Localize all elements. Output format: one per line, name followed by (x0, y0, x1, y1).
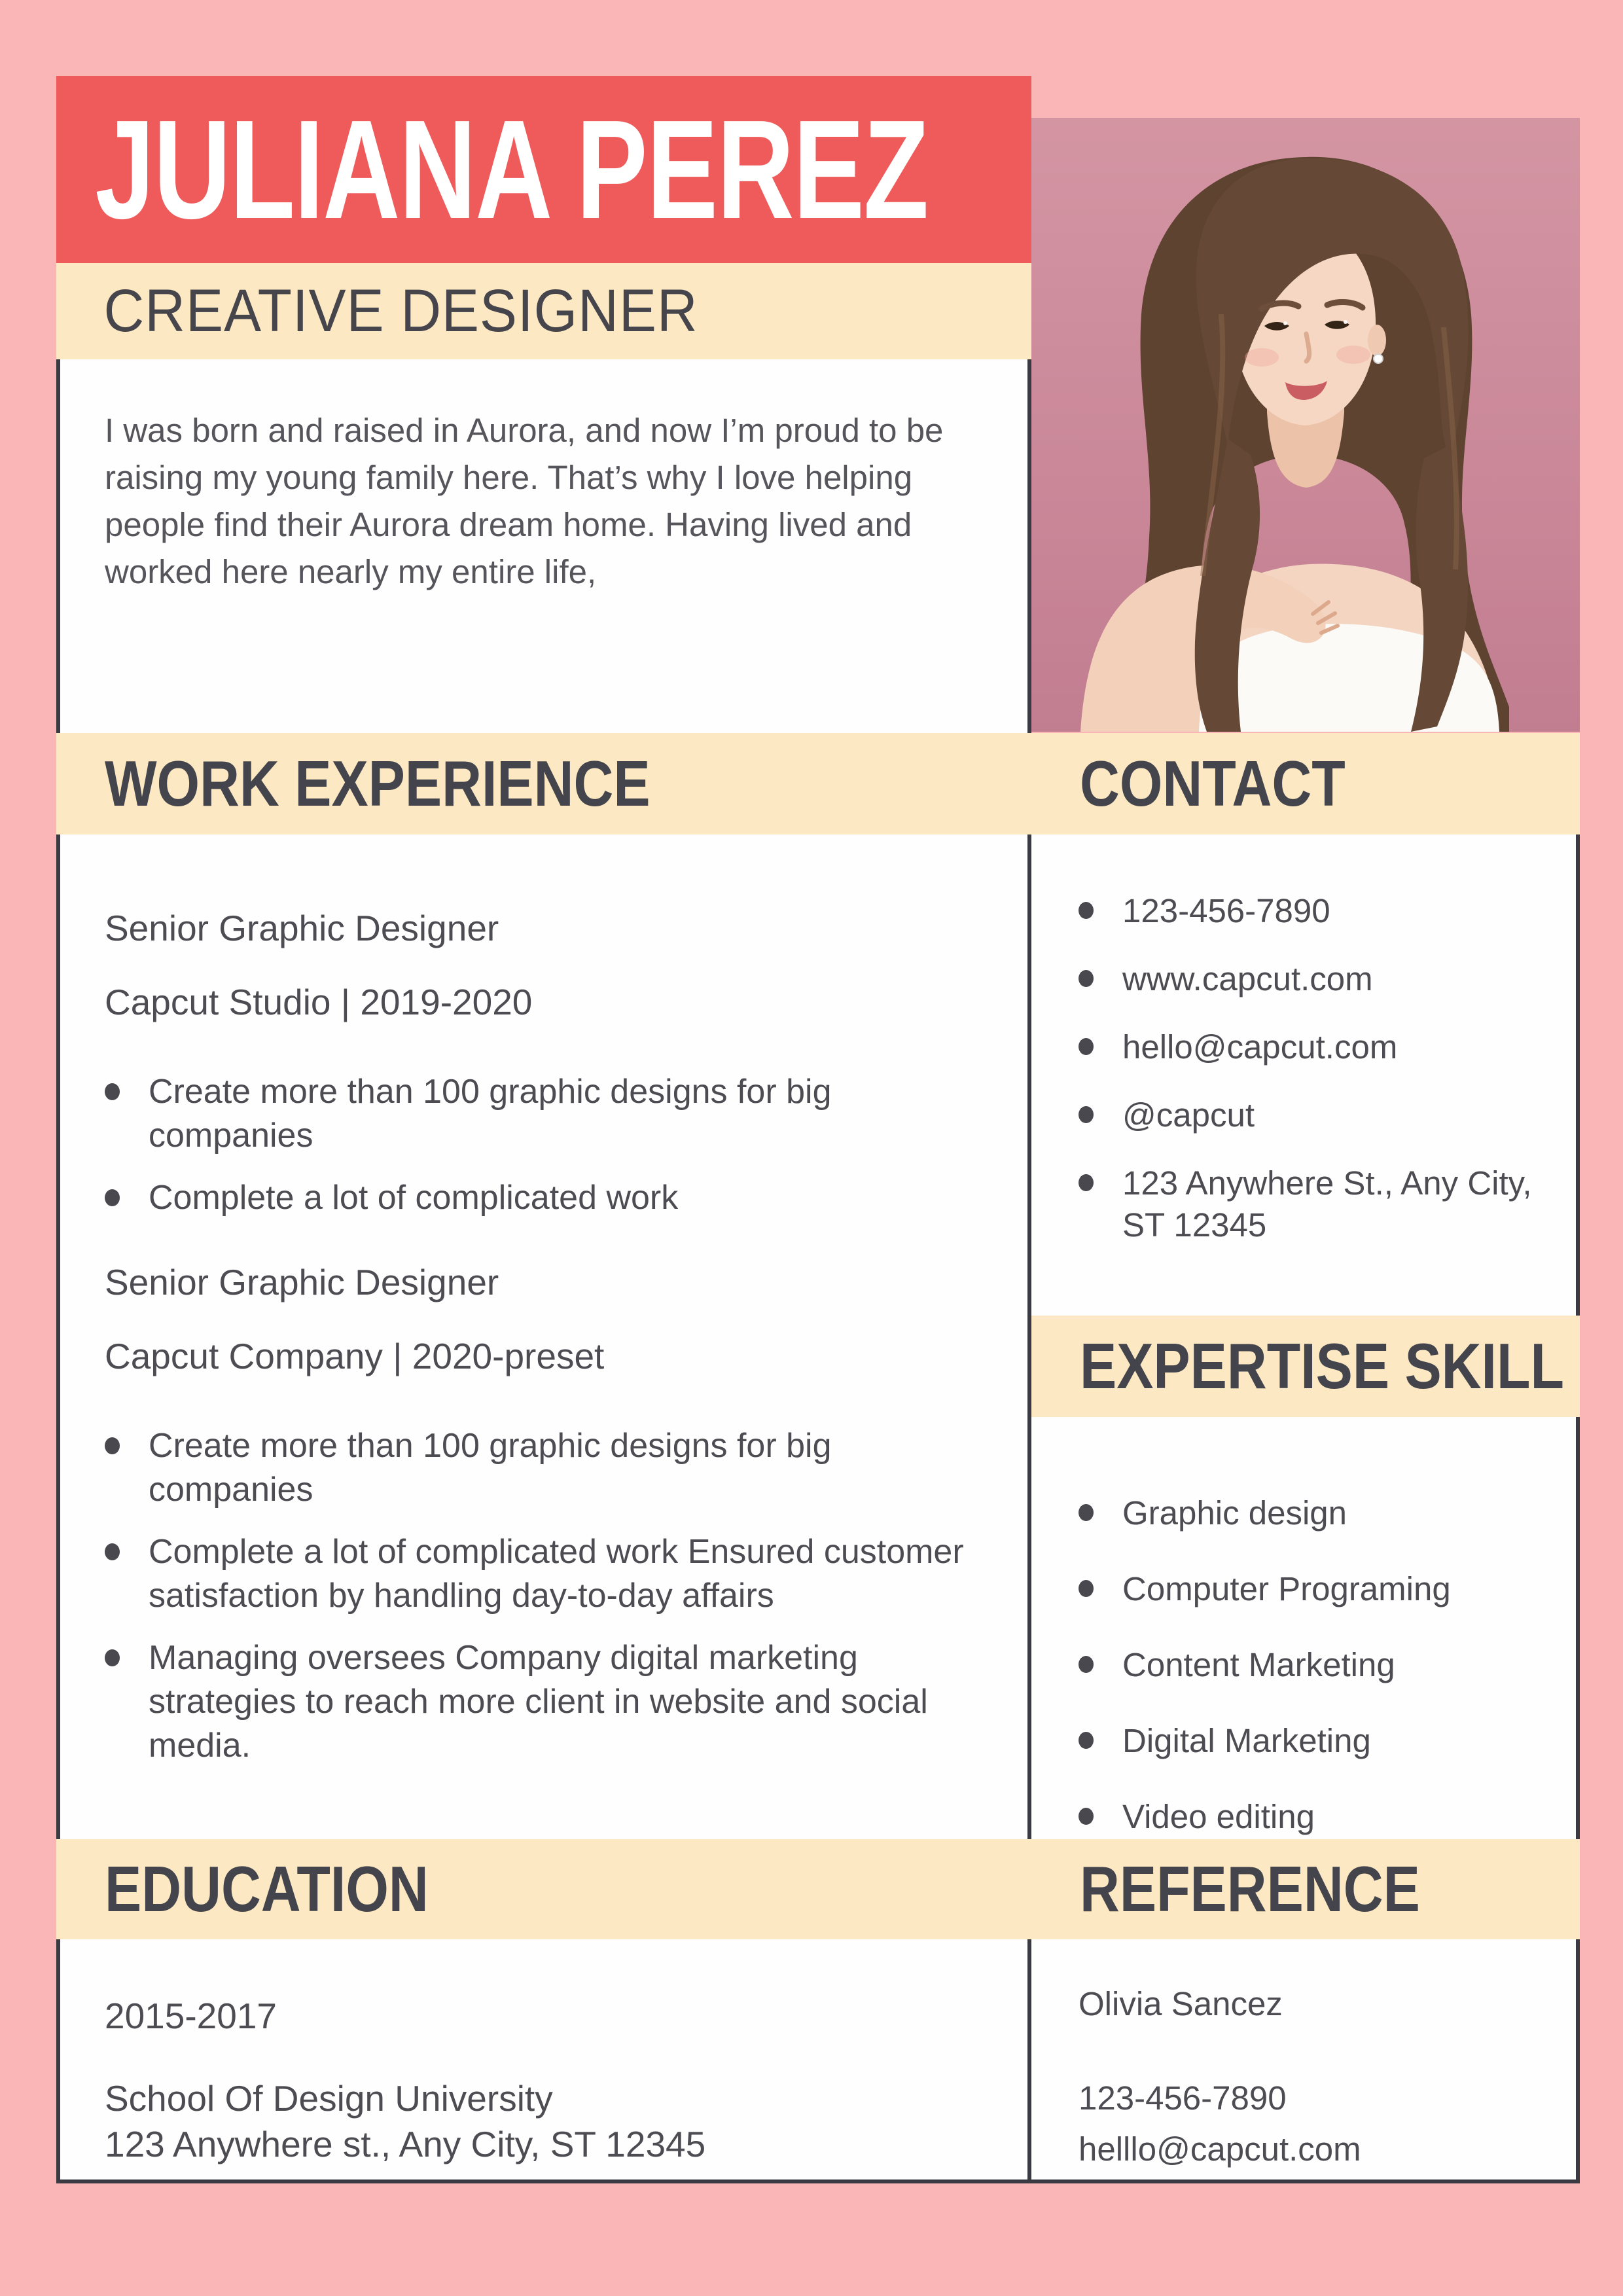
education-section (105, 1993, 995, 2167)
reference-phone: 123-456-7890 (1079, 2079, 1287, 2117)
job-title: Senior Graphic Designer (105, 908, 499, 948)
job-title: Senior Graphic Designer (105, 1262, 499, 1302)
reference-email: helllo@capcut.com (1079, 2130, 1361, 2168)
skills-section (1079, 1492, 1543, 1872)
skill-item: Graphic design (1122, 1494, 1347, 1532)
earring (1374, 354, 1383, 363)
list-item (1079, 1162, 1543, 1246)
bullet-icon (1079, 1656, 1094, 1673)
contact-section (1079, 890, 1543, 1272)
job-company: Capcut Company | 2020-preset (105, 1336, 605, 1376)
job-bullet: Complete a lot of complicated work (149, 1179, 679, 1217)
work-experience-section (105, 906, 975, 1786)
bullet-icon (105, 1649, 120, 1666)
nose (1306, 334, 1310, 361)
work-experience-heading: WORK EXPERIENCE (105, 747, 651, 819)
job-entry (105, 906, 975, 1220)
education-period: 2015-2017 (105, 1996, 277, 2036)
band-expertise-skill (1031, 1316, 1580, 1417)
name-banner (56, 76, 1031, 263)
job-company: Capcut Studio | 2019-2020 (105, 982, 533, 1022)
list-item (1079, 1094, 1543, 1136)
blush-right (1336, 346, 1370, 364)
list-item (1079, 1796, 1543, 1838)
reference-heading: REFERENCE (1080, 1853, 1420, 1925)
list-item (105, 1530, 975, 1618)
list-item (1079, 1568, 1543, 1610)
bullet-icon (105, 1437, 120, 1454)
bottom-border-line (56, 2179, 1580, 2183)
bullet-icon (1079, 1808, 1094, 1825)
education-school: School Of Design University (105, 2078, 553, 2119)
list-item (1079, 1492, 1543, 1534)
education-address: 123 Anywhere st., Any City, ST 12345 (105, 2124, 706, 2164)
bullet-icon (1079, 902, 1094, 919)
list-item (1079, 1644, 1543, 1686)
profile-photo (1031, 118, 1580, 732)
job-bullet: Create more than 100 graphic designs for big companies (149, 1073, 832, 1155)
bullet-icon (1079, 1174, 1094, 1191)
bullet-icon (105, 1543, 120, 1560)
skill-item: Digital Marketing (1122, 1722, 1371, 1759)
bullet-icon (1079, 1732, 1094, 1749)
bio-paragraph: I was born and raised in Aurora, and now I’m proud to be raising my young family here. That’s why I love helping people find their Aurora dream home. Having lived and worked here nearly my entire life, (105, 412, 944, 590)
list-item (105, 1636, 975, 1768)
list-item (105, 1176, 975, 1220)
job-entry (105, 1261, 975, 1768)
list-item (105, 1424, 975, 1512)
skill-item: Computer Programing (1122, 1570, 1451, 1607)
bullet-icon (1079, 1504, 1094, 1521)
contact-handle: @capcut (1122, 1096, 1255, 1134)
education-heading: EDUCATION (105, 1853, 429, 1925)
job-bullet: Complete a lot of complicated work Ensured customer satisfaction by handling day-to-day affairs (149, 1533, 964, 1615)
person-name: JULIANA PEREZ (95, 90, 928, 248)
contact-website: www.capcut.com (1122, 960, 1373, 997)
contact-phone: 123-456-7890 (1122, 892, 1330, 929)
expertise-skill-heading: EXPERTISE SKILL (1080, 1330, 1564, 1402)
skill-item: Video editing (1122, 1798, 1315, 1835)
bullet-icon (105, 1083, 120, 1100)
contact-email: hello@capcut.com (1122, 1028, 1398, 1066)
title-banner (56, 263, 1031, 359)
list-item (1079, 890, 1543, 932)
skill-item: Content Marketing (1122, 1646, 1395, 1683)
woman-ear (1368, 325, 1386, 356)
bullet-icon (105, 1189, 120, 1206)
list-item (1079, 1026, 1543, 1068)
reference-name: Olivia Sancez (1079, 1985, 1283, 2022)
list-item (105, 1070, 975, 1158)
right-border-line (1576, 833, 1580, 2183)
bullet-icon (1079, 1038, 1094, 1055)
bullet-icon (1079, 1580, 1094, 1597)
list-item (1079, 1720, 1543, 1762)
blush-left (1245, 348, 1279, 367)
reference-section (1079, 1983, 1556, 2170)
job-bullet: Managing oversees Company digital marketing strategies to reach more client in website and social media. (149, 1639, 928, 1765)
person-title: CREATIVE DESIGNER (103, 278, 698, 344)
band-work-contact (56, 733, 1580, 834)
contact-heading: CONTACT (1080, 747, 1346, 819)
contact-address: 123 Anywhere St., Any City, ST 12345 (1122, 1164, 1532, 1244)
bullet-icon (1079, 1106, 1094, 1123)
job-bullet: Create more than 100 graphic designs for big companies (149, 1427, 832, 1509)
list-item (1079, 958, 1543, 1000)
bullet-icon (1079, 970, 1094, 987)
